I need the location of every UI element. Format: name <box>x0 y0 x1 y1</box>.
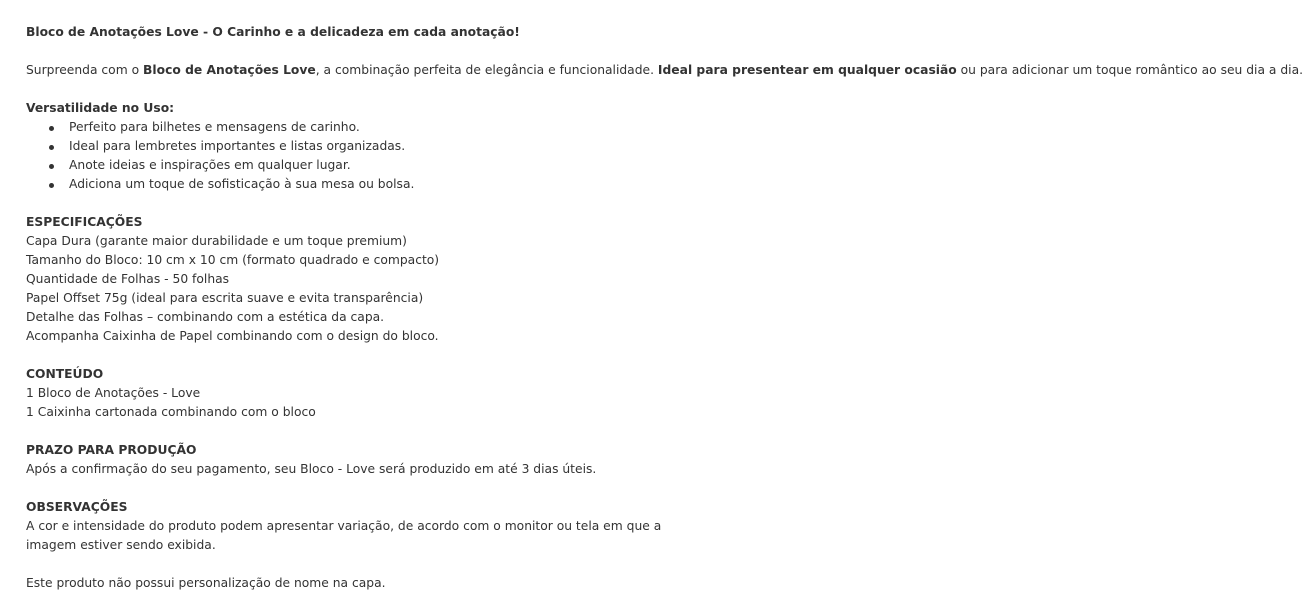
versatility-heading: Versatilidade no Uso: <box>26 101 175 115</box>
contents-heading: CONTEÚDO <box>26 367 104 381</box>
list-item: Adiciona um toque de sofisticação à sua mesa ou bolsa. <box>26 175 674 194</box>
spec-line: Papel Offset 75g (ideal para escrita suave e evita transparência) <box>26 291 424 305</box>
spacer <box>26 422 674 441</box>
spacer <box>26 555 674 574</box>
production-heading: PRAZO PARA PRODUÇÃO <box>26 443 197 457</box>
spec-line: Acompanha Caixinha de Papel combinando com o design do bloco. <box>26 329 439 343</box>
spacer <box>26 346 674 365</box>
intro-product-name: Bloco de Anotações Love <box>143 63 316 77</box>
list-item: Anote ideias e inspirações em qualquer lugar. <box>26 156 674 175</box>
spacer <box>26 80 674 99</box>
notes-text-line-1: A cor e intensidade do produto podem apresentar variação, de acordo com o monitor ou tela em que a <box>26 519 662 533</box>
intro-line-1 <box>26 61 1303 80</box>
notes-text-line-2: imagem estiver sendo exibida. <box>26 538 216 552</box>
spec-line: Detalhe das Folhas – combinando com a estética da capa. <box>26 310 385 324</box>
contents-line: 1 Bloco de Anotações - Love <box>26 386 201 400</box>
intro-gift-highlight: Ideal para presentear em qualquer ocasião <box>657 63 957 77</box>
spacer <box>26 194 674 213</box>
spec-line: Capa Dura (garante maior durabilidade e um toque premium) <box>26 234 407 248</box>
list-item: Perfeito para bilhetes e mensagens de carinho. <box>26 118 674 137</box>
contents-line: 1 Caixinha cartonada combinando com o bloco <box>26 405 316 419</box>
intro-suffix: ou para adicionar um toque romântico ao seu dia a dia. <box>956 63 1303 77</box>
personalization-note: Este produto não possui personalização de nome na capa. <box>26 576 386 590</box>
intro-middle: , a combinação perfeita de elegância e funcionalidade. <box>315 63 658 77</box>
spacer <box>26 42 674 61</box>
versatility-list <box>26 118 674 194</box>
notes-heading: OBSERVAÇÕES <box>26 500 128 514</box>
description-title: Bloco de Anotações Love - O Carinho e a delicadeza em cada anotação! <box>26 25 520 39</box>
list-item: Ideal para lembretes importantes e listas organizadas. <box>26 137 674 156</box>
spacer <box>26 479 674 498</box>
specs-heading: ESPECIFICAÇÕES <box>26 215 143 229</box>
intro-prefix: Surpreenda com o <box>26 63 144 77</box>
production-text: Após a confirmação do seu pagamento, seu Bloco - Love será produzido em até 3 dias úteis. <box>26 462 597 476</box>
spec-line: Quantidade de Folhas - 50 folhas <box>26 272 230 286</box>
spec-line: Tamanho do Bloco: 10 cm x 10 cm (formato quadrado e compacto) <box>26 253 440 267</box>
